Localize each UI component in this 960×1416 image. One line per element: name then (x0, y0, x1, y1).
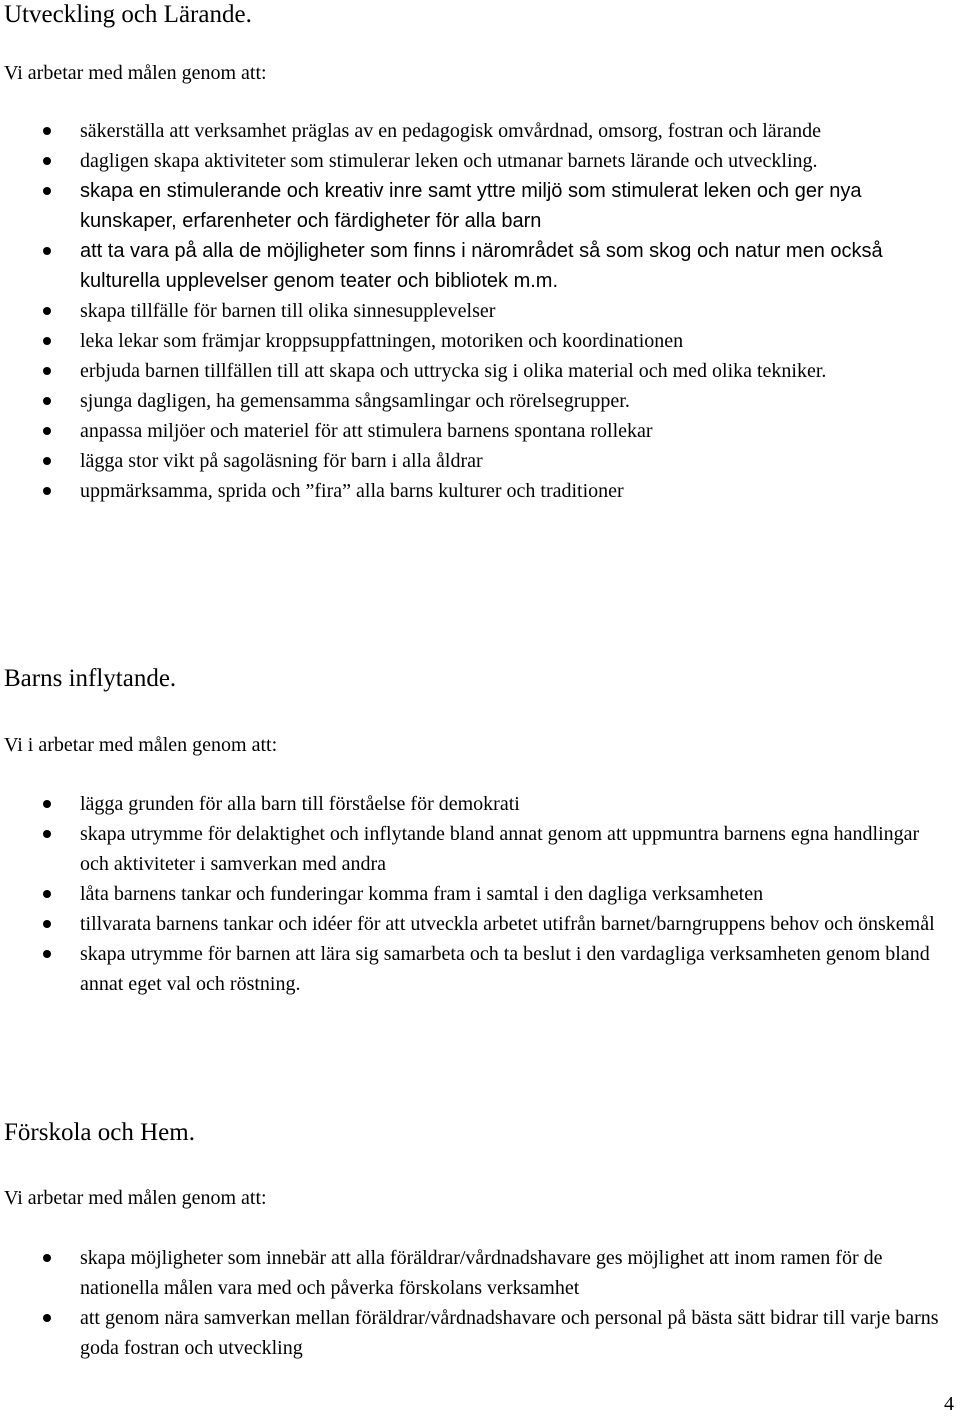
bullet-icon (43, 337, 51, 345)
list-item: uppmärksamma, sprida och ”fira” alla barns kulturer och traditioner (0, 476, 950, 506)
bullet-icon (43, 920, 51, 928)
goal-list-inflytande (0, 789, 950, 999)
bullet-icon (43, 487, 51, 495)
bullet-icon (43, 127, 51, 135)
section-intro-forskola-hem: Vi arbetar med målen genom att: (4, 1187, 267, 1209)
list-item: skapa utrymme för barnen att lära sig samarbeta och ta beslut i den vardagliga verksamheten genom bland annat eget val och röstning. (0, 939, 950, 999)
section-intro-utveckling: Vi arbetar med målen genom att: (4, 62, 267, 84)
list-item: tillvarata barnens tankar och idéer för att utveckla arbetet utifrån barnet/barngruppens behov och önskemål (0, 909, 950, 939)
bullet-icon (43, 830, 51, 838)
bullet-icon (43, 890, 51, 898)
bullet-icon (43, 247, 51, 255)
list-item: låta barnens tankar och funderingar komma fram i samtal i den dagliga verksamheten (0, 879, 950, 909)
bullet-icon (43, 427, 51, 435)
goal-list-utveckling (0, 116, 950, 506)
list-item: skapa en stimulerande och kreativ inre samt yttre miljö som stimulerat leken och ger nya kunskaper, erfarenheter och färdigheter för alla barn (0, 176, 950, 236)
bullet-icon (43, 800, 51, 808)
list-item: skapa utrymme för delaktighet och inflytande bland annat genom att uppmuntra barnens egna handlingar och aktiviteter i samverkan med andra (0, 819, 950, 879)
section-heading-utveckling: Utveckling och Lärande. (4, 1, 252, 28)
page-number: 4 (944, 1393, 954, 1415)
list-item: anpassa miljöer och materiel för att stimulera barnens spontana rollekar (0, 416, 950, 446)
list-item: sjunga dagligen, ha gemensamma sångsamlingar och rörelsegrupper. (0, 386, 950, 416)
section-intro-inflytande: Vi i arbetar med målen genom att: (4, 734, 278, 756)
bullet-icon (43, 950, 51, 958)
list-item: skapa möjligheter som innebär att alla föräldrar/vårdnadshavare ges möjlighet att inom ramen för de nationella målen vara med och påverka förskolans verksamhet (0, 1243, 950, 1303)
bullet-icon (43, 397, 51, 405)
bullet-icon (43, 1314, 51, 1322)
goal-list-forskola-hem (0, 1243, 950, 1363)
list-item: skapa tillfälle för barnen till olika sinnesupplevelser (0, 296, 950, 326)
bullet-icon (43, 157, 51, 165)
list-item: att ta vara på alla de möjligheter som finns i närområdet så som skog och natur men också kulturella upplevelser genom teater och bibliotek m.m. (0, 236, 950, 296)
bullet-icon (43, 307, 51, 315)
bullet-icon (43, 1254, 51, 1262)
list-item: att genom nära samverkan mellan föräldrar/vårdnadshavare och personal på bästa sätt bidrar till varje barns goda fostran och utveckling (0, 1303, 950, 1363)
list-item: erbjuda barnen tillfällen till att skapa och uttrycka sig i olika material och med olika tekniker. (0, 356, 950, 386)
list-item: dagligen skapa aktiviteter som stimulerar leken och utmanar barnets lärande och utveckling. (0, 146, 950, 176)
bullet-icon (43, 187, 51, 195)
bullet-icon (43, 367, 51, 375)
section-heading-inflytande: Barns inflytande. (4, 665, 177, 692)
list-item: leka lekar som främjar kroppsuppfattningen, motoriken och koordinationen (0, 326, 950, 356)
bullet-icon (43, 457, 51, 465)
list-item: lägga stor vikt på sagoläsning för barn i alla åldrar (0, 446, 950, 476)
list-item: säkerställa att verksamhet präglas av en pedagogisk omvårdnad, omsorg, fostran och lärande (0, 116, 950, 146)
section-heading-forskola-hem: Förskola och Hem. (4, 1119, 195, 1146)
list-item: lägga grunden för alla barn till förståelse för demokrati (0, 789, 950, 819)
